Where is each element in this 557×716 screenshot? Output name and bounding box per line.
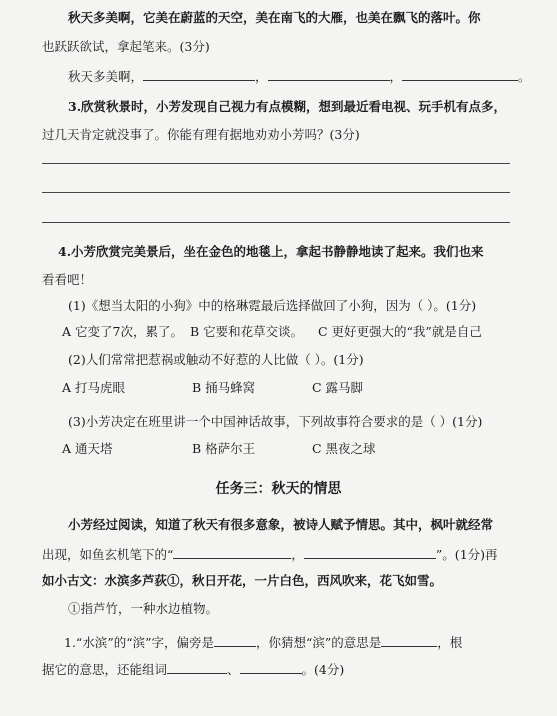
option-b[interactable]: B 格萨尔王: [192, 441, 256, 456]
answer-blank[interactable]: [240, 661, 302, 674]
answer-blank[interactable]: [167, 661, 227, 674]
q4-sub1: (1)《想当太阳的小狗》中的格琳霓最后选择做回了小狗，因为（ ）。(1分): [68, 298, 477, 313]
option-c[interactable]: C 露马脚: [312, 380, 364, 395]
option-a[interactable]: A 它变了7次，累了。: [62, 324, 183, 339]
autumn-paragraph-line1: 秋天多美啊，它美在蔚蓝的天空，美在南飞的大雁，也美在飘飞的落叶。你: [68, 10, 481, 25]
q4-sub3: (3)小芳决定在班里讲一个中国神话故事，下列故事符合要求的是（ ）(1分): [68, 414, 483, 429]
q1-line1: 1.“水滨”的“滨”字，偏旁是 ，你猜想“滨”的意思是 ，根: [64, 635, 463, 650]
answer-blank[interactable]: [304, 546, 436, 559]
q4-sub3-options: [62, 441, 376, 457]
q4-sub2: (2)人们常常把惹祸或触动不好惹的人比做（ ）。(1分): [68, 352, 364, 367]
autumn-paragraph-line2: 也跃跃欲试，拿起笔来。(3分): [42, 39, 210, 54]
answer-blank[interactable]: [214, 634, 256, 647]
q1-line2: 据它的意思，还能组词 、 。(4分): [42, 662, 345, 677]
task3-line3: 如小古文：水滨多芦荻①，秋日开花，一片白色，西风吹来，花飞如雪。: [42, 573, 443, 588]
q4-sub2-options: [62, 380, 363, 396]
answer-blank-1[interactable]: [143, 68, 255, 81]
answer-blank[interactable]: [173, 546, 291, 559]
answer-line[interactable]: [42, 192, 510, 193]
q3-line1: 3.欣赏秋景时，小芳发现自己视力有点模糊，想到最近看电视、玩手机有点多，: [68, 99, 507, 114]
footnote: ①指芦竹，一种水边植物。: [68, 601, 219, 616]
option-a[interactable]: A 打马虎眼: [62, 380, 126, 395]
q4-line1: 4.小芳欣赏完美景后，坐在金色的地毯上，拿起书静静地读了起来。我们也来: [58, 244, 484, 259]
q3-line2: 过几天肯定就没事了。你能有理有据地劝劝小芳吗？(3分): [42, 127, 360, 142]
q4-sub1-options: [62, 324, 482, 340]
option-a[interactable]: A 通天塔: [62, 441, 113, 456]
option-b[interactable]: B 捅马蜂窝: [192, 380, 256, 395]
autumn-fill-line: 秋天多美啊， ， ， 。: [68, 69, 531, 84]
task3-line2: 出现，如鱼玄机笔下的“ ， ”。(1分)再: [42, 547, 498, 562]
option-c[interactable]: C 更好更强大的“我”就是自己: [318, 324, 482, 339]
option-b[interactable]: B 它要和花草交谈。: [190, 324, 304, 339]
answer-line[interactable]: [42, 163, 510, 164]
answer-blank-3[interactable]: [402, 68, 518, 81]
answer-blank-2[interactable]: [268, 68, 390, 81]
task3-line1: 小芳经过阅读，知道了秋天有很多意象，被诗人赋予情思。其中，枫叶就经常: [68, 517, 494, 532]
q4-line2: 看看吧！: [42, 272, 93, 287]
answer-line[interactable]: [42, 222, 510, 223]
fill-prefix: 秋天多美啊，: [68, 69, 144, 84]
answer-blank[interactable]: [381, 634, 437, 647]
task3-heading: 任务三：秋天的情思: [215, 481, 342, 497]
option-c[interactable]: C 黑夜之球: [312, 441, 376, 456]
